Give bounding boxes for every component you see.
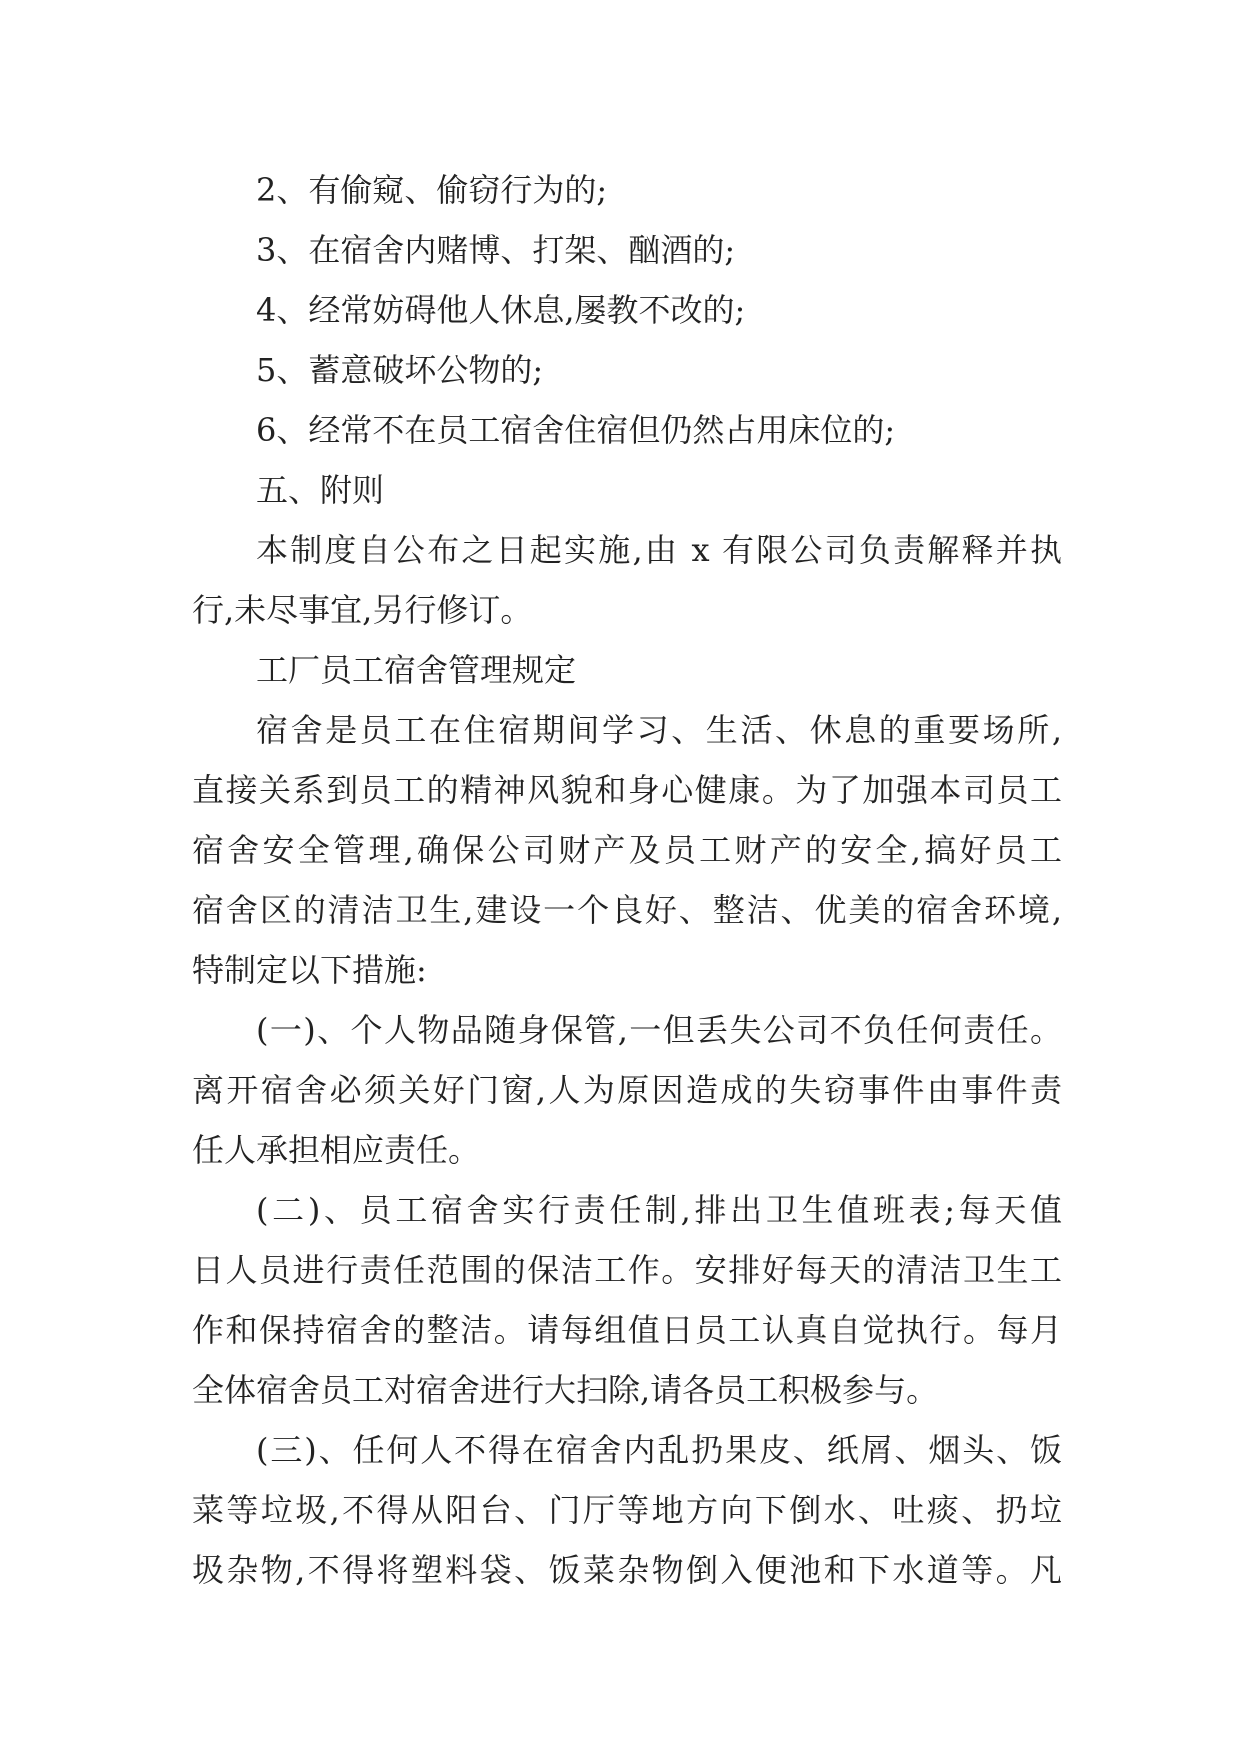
text-line: (二)、员工宿舍实行责任制,排出卫生值班表;每天值 bbox=[256, 1191, 1062, 1229]
text-line: 菜等垃圾,不得从阳台、门厅等地方向下倒水、吐痰、扔垃 bbox=[192, 1491, 1062, 1529]
text-line: 宿舍区的清洁卫生,建设一个良好、整洁、优美的宿舍环境, bbox=[192, 891, 1062, 929]
text-line: 作和保持宿舍的整洁。请每组值日员工认真自觉执行。每月 bbox=[192, 1311, 1062, 1349]
text-line: 工厂员工宿舍管理规定 bbox=[256, 651, 577, 689]
text-line: (三)、任何人不得在宿舍内乱扔果皮、纸屑、烟头、饭 bbox=[256, 1431, 1062, 1469]
text-line: 全体宿舍员工对宿舍进行大扫除,请各员工积极参与。 bbox=[192, 1371, 939, 1409]
text-line: 直接关系到员工的精神风貌和身心健康。为了加强本司员工 bbox=[192, 771, 1062, 809]
document-body bbox=[192, 160, 1062, 1600]
text-line: 4、经常妨碍他人休息,屡教不改的; bbox=[256, 291, 746, 329]
text-line: (一)、个人物品随身保管,一但丢失公司不负任何责任。 bbox=[256, 1011, 1062, 1049]
text-line: 3、在宿舍内赌博、打架、酗酒的; bbox=[256, 231, 736, 269]
text-line: 离开宿舍必须关好门窗,人为原因造成的失窃事件由事件责 bbox=[192, 1071, 1062, 1109]
text-line: 2、有偷窥、偷窃行为的; bbox=[256, 171, 608, 209]
text-line: 行,未尽事宜,另行修订。 bbox=[192, 591, 533, 629]
text-line: 宿舍是员工在住宿期间学习、生活、休息的重要场所, bbox=[256, 711, 1062, 749]
text-line: 6、经常不在员工宿舍住宿但仍然占用床位的; bbox=[256, 411, 896, 449]
text-line: 圾杂物,不得将塑料袋、饭菜杂物倒入便池和下水道等。凡 bbox=[192, 1551, 1062, 1589]
text-line: 5、蓄意破坏公物的; bbox=[256, 351, 544, 389]
text-line: 日人员进行责任范围的保洁工作。安排好每天的清洁卫生工 bbox=[192, 1251, 1062, 1289]
text-line: 任人承担相应责任。 bbox=[192, 1131, 481, 1169]
text-line: 五、附则 bbox=[256, 471, 385, 509]
text-line: 本制度自公布之日起实施,由 x 有限公司负责解释并执 bbox=[256, 531, 1062, 569]
text-line: 宿舍安全管理,确保公司财产及员工财产的安全,搞好员工 bbox=[192, 831, 1062, 869]
text-line: 特制定以下措施: bbox=[192, 951, 427, 989]
